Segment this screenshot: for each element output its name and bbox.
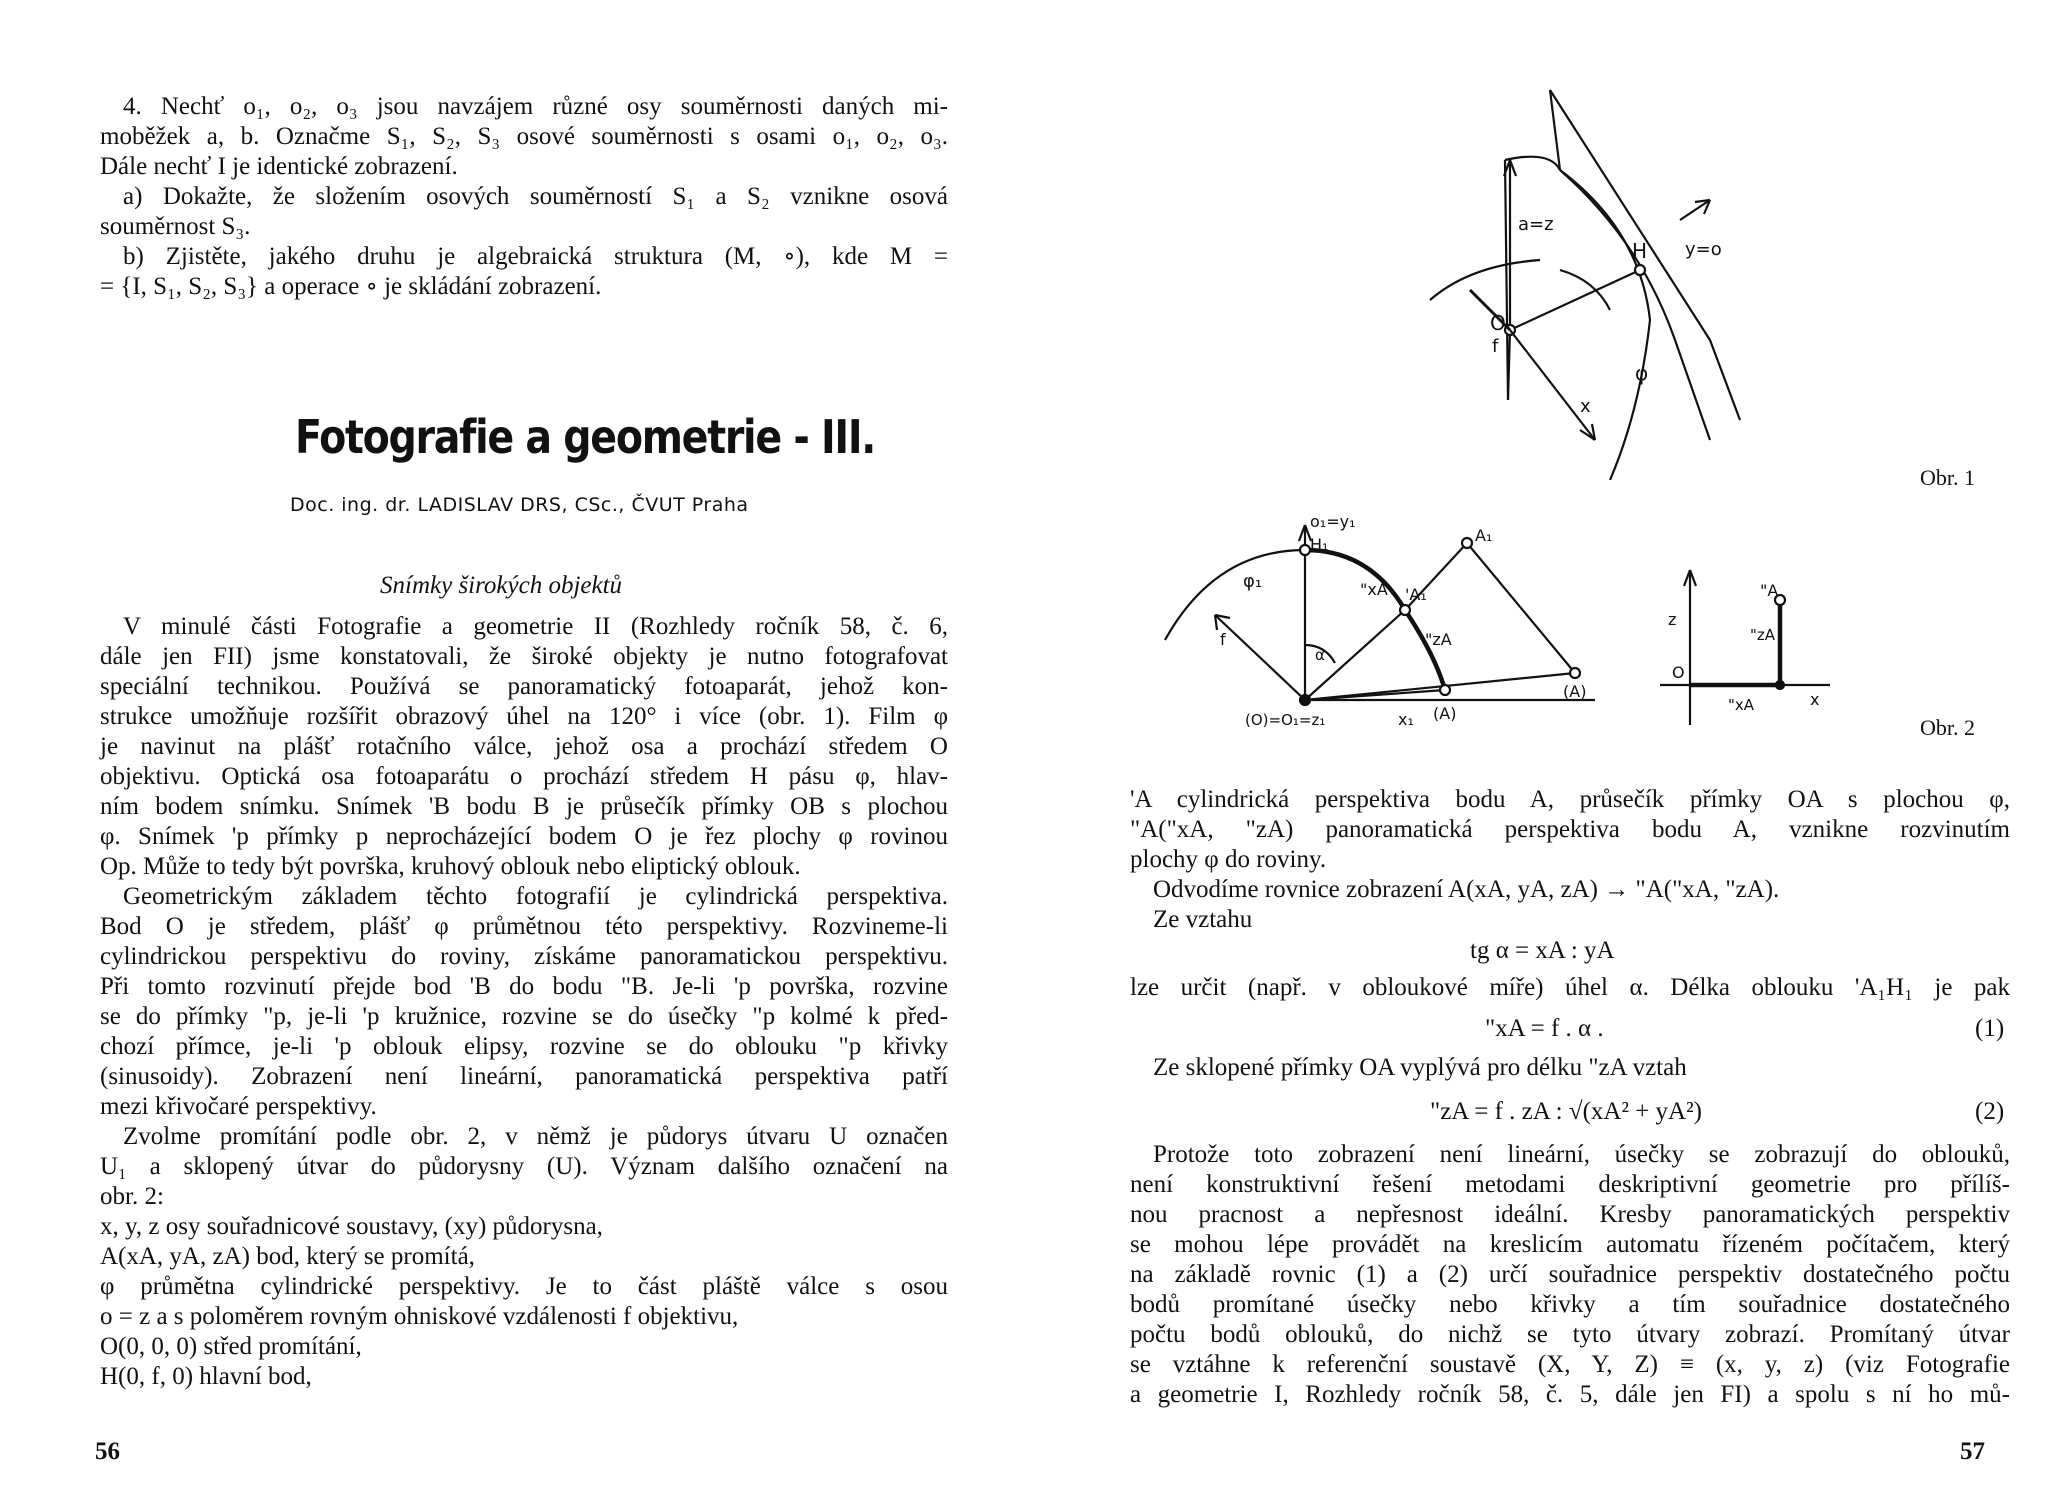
body-line: Ze sklopené přímky OA vyplývá pro délku "zA vztah — [1153, 1054, 1687, 1081]
body-line: φ. Snímek 'p přímky p neprocházející bodem O je řez plochy φ rovinou — [100, 823, 948, 850]
fig2r-label-o: O — [1672, 663, 1685, 682]
exercise-line: Dále nechť I je identické zobrazení. — [100, 153, 458, 180]
fig1-arc — [1430, 260, 1540, 300]
body-line: počtu bodů oblouků, do nichž se tyto útvary zobrazí. Promítaný útvar — [1130, 1321, 2010, 1348]
body-line: obr. 2: — [100, 1183, 164, 1210]
body-line: strukce umožňuje rozšířit obrazový úhel na 120° i více (obr. 1). Film φ — [100, 703, 948, 730]
equation-1: "xA = f . α . — [1485, 1015, 1604, 1042]
fig2-label-a-bracket2: (A) — [1563, 682, 1587, 701]
fig2-ray-down — [1467, 543, 1575, 673]
section-heading: Snímky širokých objektů — [380, 572, 623, 599]
body-line: Geometrickým základem těchto fotografií je cylindrická perspektiva. — [123, 883, 948, 910]
fig2-point-a — [1570, 668, 1580, 678]
figure-2-caption: Obr. 2 — [1920, 715, 1975, 740]
body-line: A(xA, yA, zA) bod, který se promítá, — [100, 1243, 475, 1270]
fig1-axis-o — [1510, 270, 1640, 330]
fig2-point-a-bracket — [1440, 685, 1450, 695]
body-line: na základě rovnic (1) a (2) určí souřadnice perspektiv dostatečného počtu — [1130, 1261, 2010, 1288]
exercise-line: = {I, S₁, S₂, S₃} a operace ∘ je skládání zobrazení. — [100, 273, 602, 300]
fig1-axis-x — [1510, 330, 1595, 440]
body-line: Protože toto zobrazení není lineární, úsečky se zobrazují do oblouků, — [1153, 1141, 2010, 1168]
fig1-label-yo: y=o — [1685, 239, 1722, 260]
fig2-label-h1: H₁ — [1310, 535, 1329, 554]
body-line: Odvodíme rovnice zobrazení A(xA, yA, zA) → "A("xA, "zA). — [1153, 876, 1780, 903]
fig2-label-origin: (O)=O₁=z₁ — [1245, 711, 1326, 729]
body-line: H(0, f, 0) hlavní bod, — [100, 1363, 312, 1390]
fig2r-label-za: "zA — [1750, 626, 1776, 644]
body-line: objektivu. Optická osa fotoaparátu o prochází středem H pásu φ, hlav- — [100, 763, 948, 790]
body-line: bodů promítané úsečky nebo křivky a tím souřadnice dostatečného — [1130, 1291, 2010, 1318]
page-number-right: 57 — [1960, 1438, 1985, 1465]
fig2r-label-a: "A — [1760, 581, 1779, 600]
fig1-label-phi: φ — [1635, 361, 1649, 385]
body-line: se mohou lépe provádět na kreslicím automatu řízeném počítačem, který — [1130, 1231, 2010, 1258]
body-line: V minulé části Fotografie a geometrie II (Rozhledy ročník 58, č. 6, — [123, 613, 948, 640]
body-line: Zvolme promítání podle obr. 2, v němž je půdorys útvaru U označen — [123, 1123, 948, 1150]
fig2-label-a-bracket1: (A) — [1433, 704, 1457, 723]
body-line: O(0, 0, 0) střed promítání, — [100, 1333, 362, 1360]
body-line: dále jen FII) jsme konstatovali, že široké objekty je nutno fotografovat — [100, 643, 948, 670]
fig2r-point-foot — [1776, 681, 1784, 689]
equation-tg: tg α = xA : yA — [1470, 937, 1615, 964]
fig2-ray-a2 — [1305, 690, 1445, 700]
fig2-label-o1y1: o₁=y₁ — [1310, 512, 1356, 531]
fig2-label-xa: "xA — [1360, 580, 1388, 599]
figure-2-left-diagram — [1155, 505, 1595, 735]
exercise-line: souměrnost S₃. — [100, 213, 251, 240]
fig1-label-x: x — [1580, 396, 1591, 417]
body-line: nou pracnost a nepřesnost ideální. Kresby panoramatických perspektiv — [1130, 1201, 2010, 1228]
body-line: Bod O je středem, plášť φ průmětnou této perspektivy. Rozvineme-li — [100, 913, 948, 940]
fig1-label-o: O — [1490, 311, 1506, 335]
fig1-label-az: a=z — [1518, 214, 1554, 235]
fig2-radius — [1215, 615, 1305, 700]
fig2-label-alpha: α — [1315, 646, 1325, 664]
fig2r-label-xa: "xA — [1728, 696, 1755, 714]
fig2-label-x1: x₁ — [1398, 710, 1414, 729]
equation-2-number: (2) — [1975, 1098, 2005, 1125]
body-line: "A("xA, "zA) panoramatická perspektiva bodu A, vznikne rozvinutím — [1130, 816, 2010, 843]
body-line: ním bodem snímku. Snímek 'B bodu B je průsečík přímky OB s plochou — [100, 793, 948, 820]
exercise-line: moběžek a, b. Označme S₁, S₂, S₃ osové souměrnosti s osami o₁, o₂, o₃. — [100, 123, 948, 150]
body-line: (sinusoidy). Zobrazení není lineární, panoramatická perspektiva patří — [100, 1063, 948, 1090]
body-line: Při tomto rozvinutí přejde bod 'B do bodu "B. Je-li 'p površka, rozvine — [100, 973, 948, 1000]
right-page — [1030, 0, 2060, 1500]
article-body-right-mid2 — [1130, 1053, 2010, 1083]
figure-2-right-diagram — [1650, 560, 1930, 730]
body-line: φ průmětna cylindrické perspektivy. Je to část pláště válce s osou — [100, 1273, 948, 1300]
fig2-label-za: "zA — [1425, 630, 1452, 649]
fig1-cylinder-left-edge — [1505, 160, 1508, 400]
fig2-point-h1 — [1300, 545, 1310, 555]
body-line: x, y, z osy souřadnicové soustavy, (xy) půdorysna, — [100, 1213, 603, 1240]
exercise-line: b) Zjistěte, jakého druhu je algebraická struktura (M, ∘), kde M = — [123, 243, 948, 270]
fig2-point-origin — [1300, 695, 1310, 705]
fig1-point-h — [1635, 265, 1645, 275]
fig1-label-h: H — [1632, 239, 1648, 263]
body-line: se vztáhne k referenční soustavě (X, Y, Z) ≡ (x, y, z) (viz Fotografie — [1130, 1351, 2010, 1378]
fig2-point-a1-prime — [1400, 605, 1410, 615]
fig2-label-f: f — [1220, 630, 1226, 649]
figure-1-diagram — [1410, 80, 1750, 480]
fig2-point-a1 — [1462, 538, 1472, 548]
page-number-left: 56 — [95, 1438, 120, 1465]
equation-1-number: (1) — [1975, 1015, 2005, 1042]
fig2-arc-thick — [1305, 550, 1445, 690]
fig2-label-phi1: φ₁ — [1243, 571, 1263, 592]
exercise-line: 4. Nechť o₁, o₂, o₃ jsou navzájem různé osy souměrnosti daných mi- — [123, 93, 948, 120]
body-line: speciální technikou. Používá se panoramatický fotoaparát, jehož kon- — [100, 673, 948, 700]
article-body-right-mid — [1130, 973, 2010, 1003]
body-line: mezi křivočaré perspektivy. — [100, 1093, 377, 1120]
fig2-label-a1: A₁ — [1475, 526, 1493, 545]
body-line: U₁ a sklopený útvar do půdorysny (U). Význam dalšího označení na — [100, 1153, 948, 1180]
fig2r-label-x: x — [1810, 690, 1820, 709]
article-title: Fotografie a geometrie - III. — [295, 410, 875, 464]
body-line: chozí přímce, je-li 'p oblouk elipsy, rozvine se do oblouku "p křivky — [100, 1033, 948, 1060]
article-body-right-bottom — [1130, 1140, 2010, 1410]
fig2r-label-z: z — [1668, 610, 1677, 629]
body-line: o = z a s poloměrem rovným ohniskové vzdálenosti f objektivu, — [100, 1303, 739, 1330]
fig1-label-f: f — [1492, 336, 1499, 357]
equation-2: "zA = f . zA : √(xA² + yA²) — [1430, 1098, 1702, 1125]
body-line: Ze vztahu — [1153, 906, 1253, 933]
article-body-right-top — [1130, 785, 2010, 935]
body-line: lze určit (např. v obloukové míře) úhel α. Délka oblouku 'A₁H₁ je pak — [1130, 974, 2010, 1001]
figure-1-caption: Obr. 1 — [1920, 465, 1975, 490]
body-line: a geometrie I, Rozhledy ročník 58, č. 5, dále jen FI) a spolu s ní ho mů- — [1130, 1381, 2010, 1408]
body-line: není konstruktivní řešení metodami deskriptivní geometrie pro přílíš- — [1130, 1171, 2010, 1198]
body-line: cylindrickou perspektivu do roviny, získáme panoramatickou perspektivu. — [100, 943, 948, 970]
article-body-left — [100, 612, 948, 1392]
body-line: Op. Může to tedy být površka, kruhový oblouk nebo eliptický oblouk. — [100, 853, 801, 880]
body-line: se do přímky "p, je-li 'p kružnice, rozvine se do úsečky "p kolmé k před- — [100, 1003, 948, 1030]
fig2-label-a1-prime: 'A₁ — [1405, 585, 1427, 604]
body-line: plochy φ do roviny. — [1130, 846, 1327, 873]
body-line: je navinut na plášť rotačního válce, jehož osa a prochází středem O — [100, 733, 948, 760]
body-line: 'A cylindrická perspektiva bodu A, průsečík přímky OA s plochou φ, — [1130, 786, 2010, 813]
exercise-line: a) Dokažte, že složením osových souměrností S₁ a S₂ vznikne osová — [123, 183, 948, 210]
article-author: Doc. ing. dr. LADISLAV DRS, CSc., ČVUT Praha — [290, 494, 749, 516]
exercise-4 — [100, 92, 948, 302]
